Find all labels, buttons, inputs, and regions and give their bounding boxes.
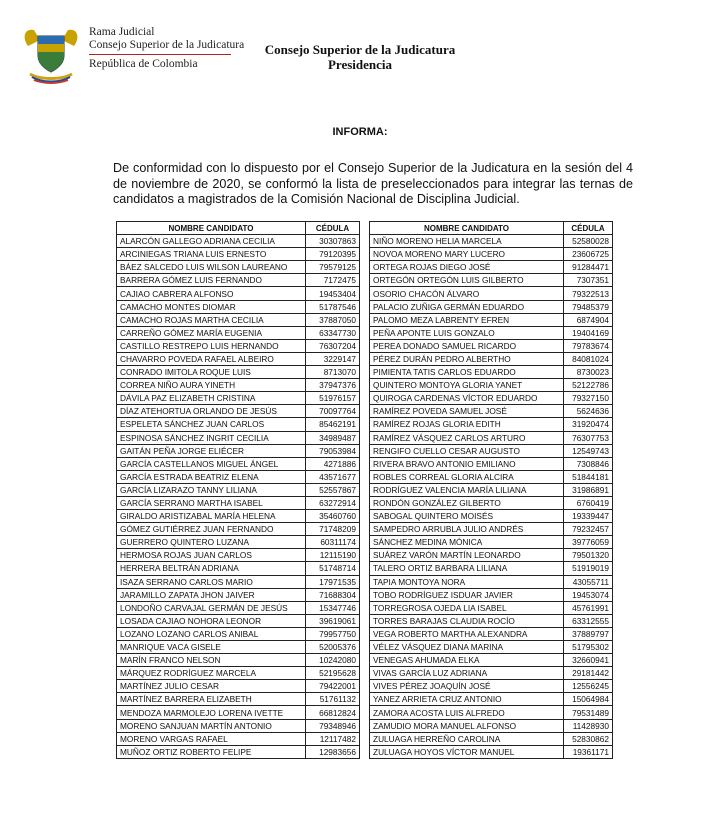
candidate-id: 52830862 bbox=[564, 732, 613, 745]
table-row bbox=[370, 719, 613, 732]
table-row bbox=[370, 732, 613, 745]
candidate-id: 17971535 bbox=[306, 575, 360, 588]
candidate-name: QUINTERO MONTOYA GLORIA YANET bbox=[370, 379, 564, 392]
candidate-id: 79957750 bbox=[306, 627, 360, 640]
candidate-id: 66812824 bbox=[306, 706, 360, 719]
candidate-name: VIVES PÉREZ JOAQUÍN JOSÉ bbox=[370, 680, 564, 693]
table-row bbox=[117, 693, 360, 706]
candidate-id: 30307863 bbox=[306, 235, 360, 248]
candidate-name: ALARCÓN GALLEGO ADRIANA CECILIA bbox=[117, 235, 306, 248]
candidate-id: 11428930 bbox=[564, 719, 613, 732]
candidate-id: 52557867 bbox=[306, 483, 360, 496]
candidate-name: ARCINIEGAS TRIANA LUIS ERNESTO bbox=[117, 248, 306, 261]
table-row bbox=[117, 444, 360, 457]
candidate-id: 7172475 bbox=[306, 274, 360, 287]
table-row bbox=[117, 745, 360, 758]
table-row bbox=[117, 510, 360, 523]
candidate-name: CHAVARRO POVEDA RAFAEL ALBEIRO bbox=[117, 352, 306, 365]
table-row bbox=[370, 235, 613, 248]
candidate-id: 12983656 bbox=[306, 745, 360, 758]
table-row bbox=[117, 287, 360, 300]
candidate-name: CAMACHO MONTES DIOMAR bbox=[117, 300, 306, 313]
candidate-id: 5624636 bbox=[564, 405, 613, 418]
candidate-name: RAMÍREZ POVEDA SAMUEL JOSÉ bbox=[370, 405, 564, 418]
candidate-id: 51761132 bbox=[306, 693, 360, 706]
candidate-name: GARCÍA ESTRADA BEATRIZ ELENA bbox=[117, 470, 306, 483]
table-row bbox=[117, 667, 360, 680]
table-row bbox=[370, 536, 613, 549]
table-row bbox=[117, 732, 360, 745]
table-row bbox=[370, 706, 613, 719]
table-row bbox=[370, 405, 613, 418]
table-row bbox=[117, 352, 360, 365]
candidate-name: ROBLES CORREAL GLORIA ALCIRA bbox=[370, 470, 564, 483]
candidate-id: 19339447 bbox=[564, 510, 613, 523]
candidates-table-left bbox=[116, 221, 360, 759]
candidate-id: 51748714 bbox=[306, 562, 360, 575]
table-row bbox=[117, 680, 360, 693]
table-row bbox=[117, 313, 360, 326]
candidate-name: NOVOA MORENO MARY LUCERO bbox=[370, 248, 564, 261]
candidate-id: 79422001 bbox=[306, 680, 360, 693]
candidate-name: ISAZA SERRANO CARLOS MARIO bbox=[117, 575, 306, 588]
table-row bbox=[370, 483, 613, 496]
candidate-name: RAMÍREZ ROJAS GLORIA EDITH bbox=[370, 418, 564, 431]
table-row bbox=[370, 523, 613, 536]
table-body-right bbox=[370, 235, 613, 759]
candidate-name: ESPINOSA SÁNCHEZ INGRIT CECILIA bbox=[117, 431, 306, 444]
candidate-name: DÁVILA PAZ ELIZABETH CRISTINA bbox=[117, 392, 306, 405]
table-row bbox=[370, 457, 613, 470]
candidate-name: ORTEGÓN ORTEGÓN LUIS GILBERTO bbox=[370, 274, 564, 287]
candidate-name: VEGA ROBERTO MARTHA ALEXANDRA bbox=[370, 627, 564, 640]
table-row bbox=[370, 601, 613, 614]
table-body-left bbox=[117, 235, 360, 759]
candidate-id: 79579125 bbox=[306, 261, 360, 274]
candidate-name: LOZANO LOZANO CARLOS ANIBAL bbox=[117, 627, 306, 640]
table-row bbox=[117, 392, 360, 405]
candidate-id: 79485379 bbox=[564, 300, 613, 313]
candidate-name: GARCÍA CASTELLANOS MIGUEL ÁNGEL bbox=[117, 457, 306, 470]
table-row bbox=[117, 418, 360, 431]
table-row bbox=[117, 719, 360, 732]
table-row bbox=[370, 366, 613, 379]
candidate-id: 31920474 bbox=[564, 418, 613, 431]
table-header-row bbox=[370, 222, 613, 235]
candidate-name: MUÑOZ ORTIZ ROBERTO FELIPE bbox=[117, 745, 306, 758]
table-row bbox=[117, 523, 360, 536]
candidate-id: 37889797 bbox=[564, 627, 613, 640]
candidate-name: MORENO VARGAS RAFAEL bbox=[117, 732, 306, 745]
candidate-name: HERRERA BELTRÁN ADRIANA bbox=[117, 562, 306, 575]
candidate-id: 8713070 bbox=[306, 366, 360, 379]
candidate-id: 3229147 bbox=[306, 352, 360, 365]
table-row bbox=[370, 614, 613, 627]
candidate-name: MANRIQUE VACA GISELE bbox=[117, 641, 306, 654]
candidate-name: PÉREZ DURÁN PEDRO ALBERTHO bbox=[370, 352, 564, 365]
table-row bbox=[117, 549, 360, 562]
table-row bbox=[370, 693, 613, 706]
candidate-id: 19361171 bbox=[564, 745, 613, 758]
candidate-id: 7308846 bbox=[564, 457, 613, 470]
candidate-id: 39619061 bbox=[306, 614, 360, 627]
table-row bbox=[370, 431, 613, 444]
table-row bbox=[370, 261, 613, 274]
table-row bbox=[117, 261, 360, 274]
table-row bbox=[370, 287, 613, 300]
candidate-name: PALOMO MEZA LABRENTY EFREN bbox=[370, 313, 564, 326]
candidate-id: 51976157 bbox=[306, 392, 360, 405]
table-row bbox=[117, 706, 360, 719]
candidate-name: GUERRERO QUINTERO LUZANA bbox=[117, 536, 306, 549]
candidate-id: 52580028 bbox=[564, 235, 613, 248]
candidate-id: 91284471 bbox=[564, 261, 613, 274]
candidate-id: 79783674 bbox=[564, 339, 613, 352]
candidate-id: 79120395 bbox=[306, 248, 360, 261]
candidate-name: NIÑO MORENO HELIA MARCELA bbox=[370, 235, 564, 248]
candidate-name: GARCÍA SERRANO MARTHA ISABEL bbox=[117, 496, 306, 509]
candidate-id: 51795302 bbox=[564, 641, 613, 654]
candidate-id: 76307204 bbox=[306, 339, 360, 352]
table-row bbox=[117, 470, 360, 483]
table-row bbox=[370, 654, 613, 667]
table-row bbox=[117, 483, 360, 496]
header-subtitle: Presidencia bbox=[327, 57, 393, 72]
candidate-name: CONRADO IMITOLA ROQUE LUIS bbox=[117, 366, 306, 379]
candidate-id: 52122786 bbox=[564, 379, 613, 392]
candidate-name: LONDOÑO CARVAJAL GERMÁN DE JESÚS bbox=[117, 601, 306, 614]
table-row bbox=[117, 641, 360, 654]
candidate-name: SABOGAL QUINTERO MOISÉS bbox=[370, 510, 564, 523]
table-row bbox=[370, 352, 613, 365]
candidate-name: LOSADA CAJIAO NOHORA LEONOR bbox=[117, 614, 306, 627]
table-row bbox=[370, 575, 613, 588]
table-row bbox=[117, 601, 360, 614]
table-row bbox=[117, 536, 360, 549]
table-row bbox=[370, 680, 613, 693]
candidates-table-right bbox=[369, 221, 613, 759]
column-header-id: CÉDULA bbox=[564, 222, 613, 235]
candidate-name: VÉLEZ VÁSQUEZ DIANA MARINA bbox=[370, 641, 564, 654]
candidate-name: ESPELETA SÁNCHEZ JUAN CARLOS bbox=[117, 418, 306, 431]
candidate-id: 70097764 bbox=[306, 405, 360, 418]
candidate-id: 79531489 bbox=[564, 706, 613, 719]
table-header-row bbox=[117, 222, 360, 235]
candidate-name: SÁNCHEZ MEDINA MÓNICA bbox=[370, 536, 564, 549]
table-row bbox=[370, 274, 613, 287]
column-header-name: NOMBRE CANDIDATO bbox=[117, 222, 306, 235]
candidate-id: 32660941 bbox=[564, 654, 613, 667]
candidate-id: 35460760 bbox=[306, 510, 360, 523]
candidate-id: 10242080 bbox=[306, 654, 360, 667]
table-row bbox=[370, 444, 613, 457]
candidate-id: 4271886 bbox=[306, 457, 360, 470]
candidate-id: 60311174 bbox=[306, 536, 360, 549]
candidate-name: TAPIA MONTOYA NORA bbox=[370, 575, 564, 588]
candidate-name: PEÑA APONTE LUIS GONZALO bbox=[370, 326, 564, 339]
candidate-id: 39776059 bbox=[564, 536, 613, 549]
column-header-name: NOMBRE CANDIDATO bbox=[370, 222, 564, 235]
candidate-id: 52005376 bbox=[306, 641, 360, 654]
candidate-name: MORENO SANJUAN MARTÍN ANTONIO bbox=[117, 719, 306, 732]
candidate-name: RIVERA BRAVO ANTONIO EMILIANO bbox=[370, 457, 564, 470]
candidate-name: PIMIENTA TATIS CARLOS EDUARDO bbox=[370, 366, 564, 379]
candidate-id: 51787546 bbox=[306, 300, 360, 313]
candidate-id: 71688304 bbox=[306, 588, 360, 601]
table-row bbox=[370, 339, 613, 352]
document-header bbox=[236, 42, 484, 72]
table-row bbox=[370, 549, 613, 562]
table-row bbox=[117, 405, 360, 418]
candidate-id: 79348946 bbox=[306, 719, 360, 732]
candidate-name: VIVAS GARCÍA LUZ ADRIANA bbox=[370, 667, 564, 680]
candidate-name: MÁRQUEZ RODRÍGUEZ MARCELA bbox=[117, 667, 306, 680]
table-row bbox=[370, 326, 613, 339]
candidate-id: 43055711 bbox=[564, 575, 613, 588]
table-row bbox=[117, 379, 360, 392]
candidate-name: CASTILLO RESTREPO LUIS HERNANDO bbox=[117, 339, 306, 352]
candidate-id: 51844181 bbox=[564, 470, 613, 483]
institution-line-3: República de Colombia bbox=[89, 58, 198, 70]
candidate-id: 19453074 bbox=[564, 588, 613, 601]
table-row bbox=[370, 379, 613, 392]
candidate-name: BÁEZ SALCEDO LUIS WILSON LAUREANO bbox=[117, 261, 306, 274]
candidate-name: GÓMEZ GUTIÉRREZ JUAN FERNANDO bbox=[117, 523, 306, 536]
candidate-id: 6760419 bbox=[564, 496, 613, 509]
candidate-name: HERMOSA ROJAS JUAN CARLOS bbox=[117, 549, 306, 562]
table-row bbox=[117, 366, 360, 379]
table-row bbox=[370, 641, 613, 654]
candidate-name: SUÁREZ VARÓN MARTÍN LEONARDO bbox=[370, 549, 564, 562]
table-row bbox=[117, 627, 360, 640]
candidate-id: 76307753 bbox=[564, 431, 613, 444]
candidate-name: TOBO RODRÍGUEZ ISDUAR JAVIER bbox=[370, 588, 564, 601]
candidate-id: 19404169 bbox=[564, 326, 613, 339]
candidate-id: 37887050 bbox=[306, 313, 360, 326]
candidate-name: TORRES BARAJAS CLAUDIA ROCÍO bbox=[370, 614, 564, 627]
candidate-id: 79232457 bbox=[564, 523, 613, 536]
candidate-id: 79327150 bbox=[564, 392, 613, 405]
institution-line-2: Consejo Superior de la Judicatura bbox=[89, 38, 245, 51]
candidate-id: 79322513 bbox=[564, 287, 613, 300]
candidate-name: CARREÑO GÓMEZ MARÍA EUGENIA bbox=[117, 326, 306, 339]
candidate-name: SAMPEDRO ARRUBLA JULIO ANDRÉS bbox=[370, 523, 564, 536]
institution-lines bbox=[89, 26, 244, 71]
candidate-name: CORREA NIÑO AURA YINETH bbox=[117, 379, 306, 392]
candidate-name: ZULUAGA HERREÑO CAROLINA bbox=[370, 732, 564, 745]
candidate-name: QUIROGA CARDENAS VÍCTOR EDUARDO bbox=[370, 392, 564, 405]
section-heading: INFORMA: bbox=[332, 126, 388, 138]
table-row bbox=[370, 627, 613, 640]
table-row bbox=[117, 614, 360, 627]
intro-paragraph: De conformidad con lo dispuesto por el Consejo Superior de la Judicatura en la sesión del 4 de noviembre de 2020, se conformó la lista de preseleccionados para integrar las ternas de candidatos a magistrados de la Comisión Nacional de Disciplina Judicial. bbox=[113, 161, 633, 206]
table-row bbox=[370, 248, 613, 261]
candidate-name: GAITÁN PEÑA JORGE ELIÉCER bbox=[117, 444, 306, 457]
candidate-id: 19453404 bbox=[306, 287, 360, 300]
candidate-id: 12115190 bbox=[306, 549, 360, 562]
candidate-name: RAMÍREZ VÁSQUEZ CARLOS ARTURO bbox=[370, 431, 564, 444]
candidate-id: 63272914 bbox=[306, 496, 360, 509]
candidate-name: PALACIO ZUÑIGA GERMÁN EDUARDO bbox=[370, 300, 564, 313]
candidate-name: PEREA DONADO SAMUEL RICARDO bbox=[370, 339, 564, 352]
candidate-id: 31986891 bbox=[564, 483, 613, 496]
table-row bbox=[370, 745, 613, 758]
candidate-id: 34989487 bbox=[306, 431, 360, 444]
table-row bbox=[370, 667, 613, 680]
candidate-name: BARRERA GÓMEZ LUIS FERNANDO bbox=[117, 274, 306, 287]
candidate-name: GARCÍA LIZARAZO TANNY LILIANA bbox=[117, 483, 306, 496]
table-row bbox=[370, 470, 613, 483]
candidate-name: RENGIFO CUELLO CESAR AUGUSTO bbox=[370, 444, 564, 457]
candidate-name: RONDÓN GONZÁLEZ GILBERTO bbox=[370, 496, 564, 509]
table-row bbox=[117, 235, 360, 248]
table-row bbox=[370, 562, 613, 575]
table-row bbox=[117, 654, 360, 667]
coat-of-arms-logo bbox=[20, 22, 82, 84]
candidate-name: RODRÍGUEZ VALENCIA MARÍA LILIANA bbox=[370, 483, 564, 496]
table-row bbox=[117, 248, 360, 261]
candidate-id: 15347746 bbox=[306, 601, 360, 614]
candidate-id: 12549743 bbox=[564, 444, 613, 457]
candidate-id: 52195628 bbox=[306, 667, 360, 680]
candidate-name: MARÍN FRANCO NELSON bbox=[117, 654, 306, 667]
candidate-id: 12117482 bbox=[306, 732, 360, 745]
table-row bbox=[117, 300, 360, 313]
header-title: Consejo Superior de la Judicatura bbox=[264, 42, 456, 57]
candidate-id: 15064984 bbox=[564, 693, 613, 706]
candidate-name: ZAMUDIO MORA MANUEL ALFONSO bbox=[370, 719, 564, 732]
candidate-name: CAJIAO CABRERA ALFONSO bbox=[117, 287, 306, 300]
table-row bbox=[117, 588, 360, 601]
candidate-id: 71748209 bbox=[306, 523, 360, 536]
candidate-id: 51919019 bbox=[564, 562, 613, 575]
candidate-name: TALERO ORTIZ BARBARA LILIANA bbox=[370, 562, 564, 575]
candidate-id: 8730023 bbox=[564, 366, 613, 379]
institution-rule bbox=[89, 54, 231, 55]
candidate-name: ORTEGA ROJAS DIEGO JOSÉ bbox=[370, 261, 564, 274]
candidate-name: ZAMORA ACOSTA LUIS ALFREDO bbox=[370, 706, 564, 719]
column-header-id: CÉDULA bbox=[306, 222, 360, 235]
candidate-id: 37947376 bbox=[306, 379, 360, 392]
candidate-id: 6874904 bbox=[564, 313, 613, 326]
candidate-name: ZULUAGA HOYOS VÍCTOR MANUEL bbox=[370, 745, 564, 758]
candidate-id: 63347730 bbox=[306, 326, 360, 339]
candidate-id: 63312555 bbox=[564, 614, 613, 627]
table-row bbox=[117, 326, 360, 339]
candidate-id: 43571677 bbox=[306, 470, 360, 483]
candidate-name: MARTÍNEZ JULIO CESAR bbox=[117, 680, 306, 693]
candidate-id: 84081024 bbox=[564, 352, 613, 365]
table-row bbox=[117, 431, 360, 444]
table-row bbox=[117, 562, 360, 575]
table-row bbox=[370, 510, 613, 523]
table-row bbox=[370, 588, 613, 601]
institution-line-1: Rama Judicial bbox=[89, 26, 155, 38]
candidate-name: JARAMILLO ZAPATA JHON JAIVER bbox=[117, 588, 306, 601]
candidate-id: 45761991 bbox=[564, 601, 613, 614]
candidate-id: 7307351 bbox=[564, 274, 613, 287]
table-row bbox=[370, 418, 613, 431]
table-row bbox=[117, 496, 360, 509]
candidate-id: 12556245 bbox=[564, 680, 613, 693]
candidate-id: 79053984 bbox=[306, 444, 360, 457]
table-row bbox=[117, 274, 360, 287]
table-row bbox=[117, 457, 360, 470]
candidate-name: VENEGAS AHUMADA ELKA bbox=[370, 654, 564, 667]
candidate-name: CAMACHO ROJAS MARTHA CECILIA bbox=[117, 313, 306, 326]
table-row bbox=[370, 496, 613, 509]
table-row bbox=[370, 300, 613, 313]
candidate-name: TORREGROSA OJEDA LIA ISABEL bbox=[370, 601, 564, 614]
candidate-name: MENDOZA MARMOLEJO LORENA IVETTE bbox=[117, 706, 306, 719]
table-row bbox=[117, 575, 360, 588]
candidate-name: DÍAZ ATEHORTUA ORLANDO DE JESÚS bbox=[117, 405, 306, 418]
table-row bbox=[370, 392, 613, 405]
candidate-id: 23606725 bbox=[564, 248, 613, 261]
candidate-id: 85462191 bbox=[306, 418, 360, 431]
candidate-id: 29181442 bbox=[564, 667, 613, 680]
table-row bbox=[370, 313, 613, 326]
candidate-name: GIRALDO ARISTIZABAL MARÍA HELENA bbox=[117, 510, 306, 523]
candidate-name: YANEZ ARRIETA CRUZ ANTONIO bbox=[370, 693, 564, 706]
table-row bbox=[117, 339, 360, 352]
candidate-name: OSORIO CHACÓN ÁLVARO bbox=[370, 287, 564, 300]
candidate-name: MARTÍNEZ BARRERA ELIZABETH bbox=[117, 693, 306, 706]
candidate-id: 79501320 bbox=[564, 549, 613, 562]
